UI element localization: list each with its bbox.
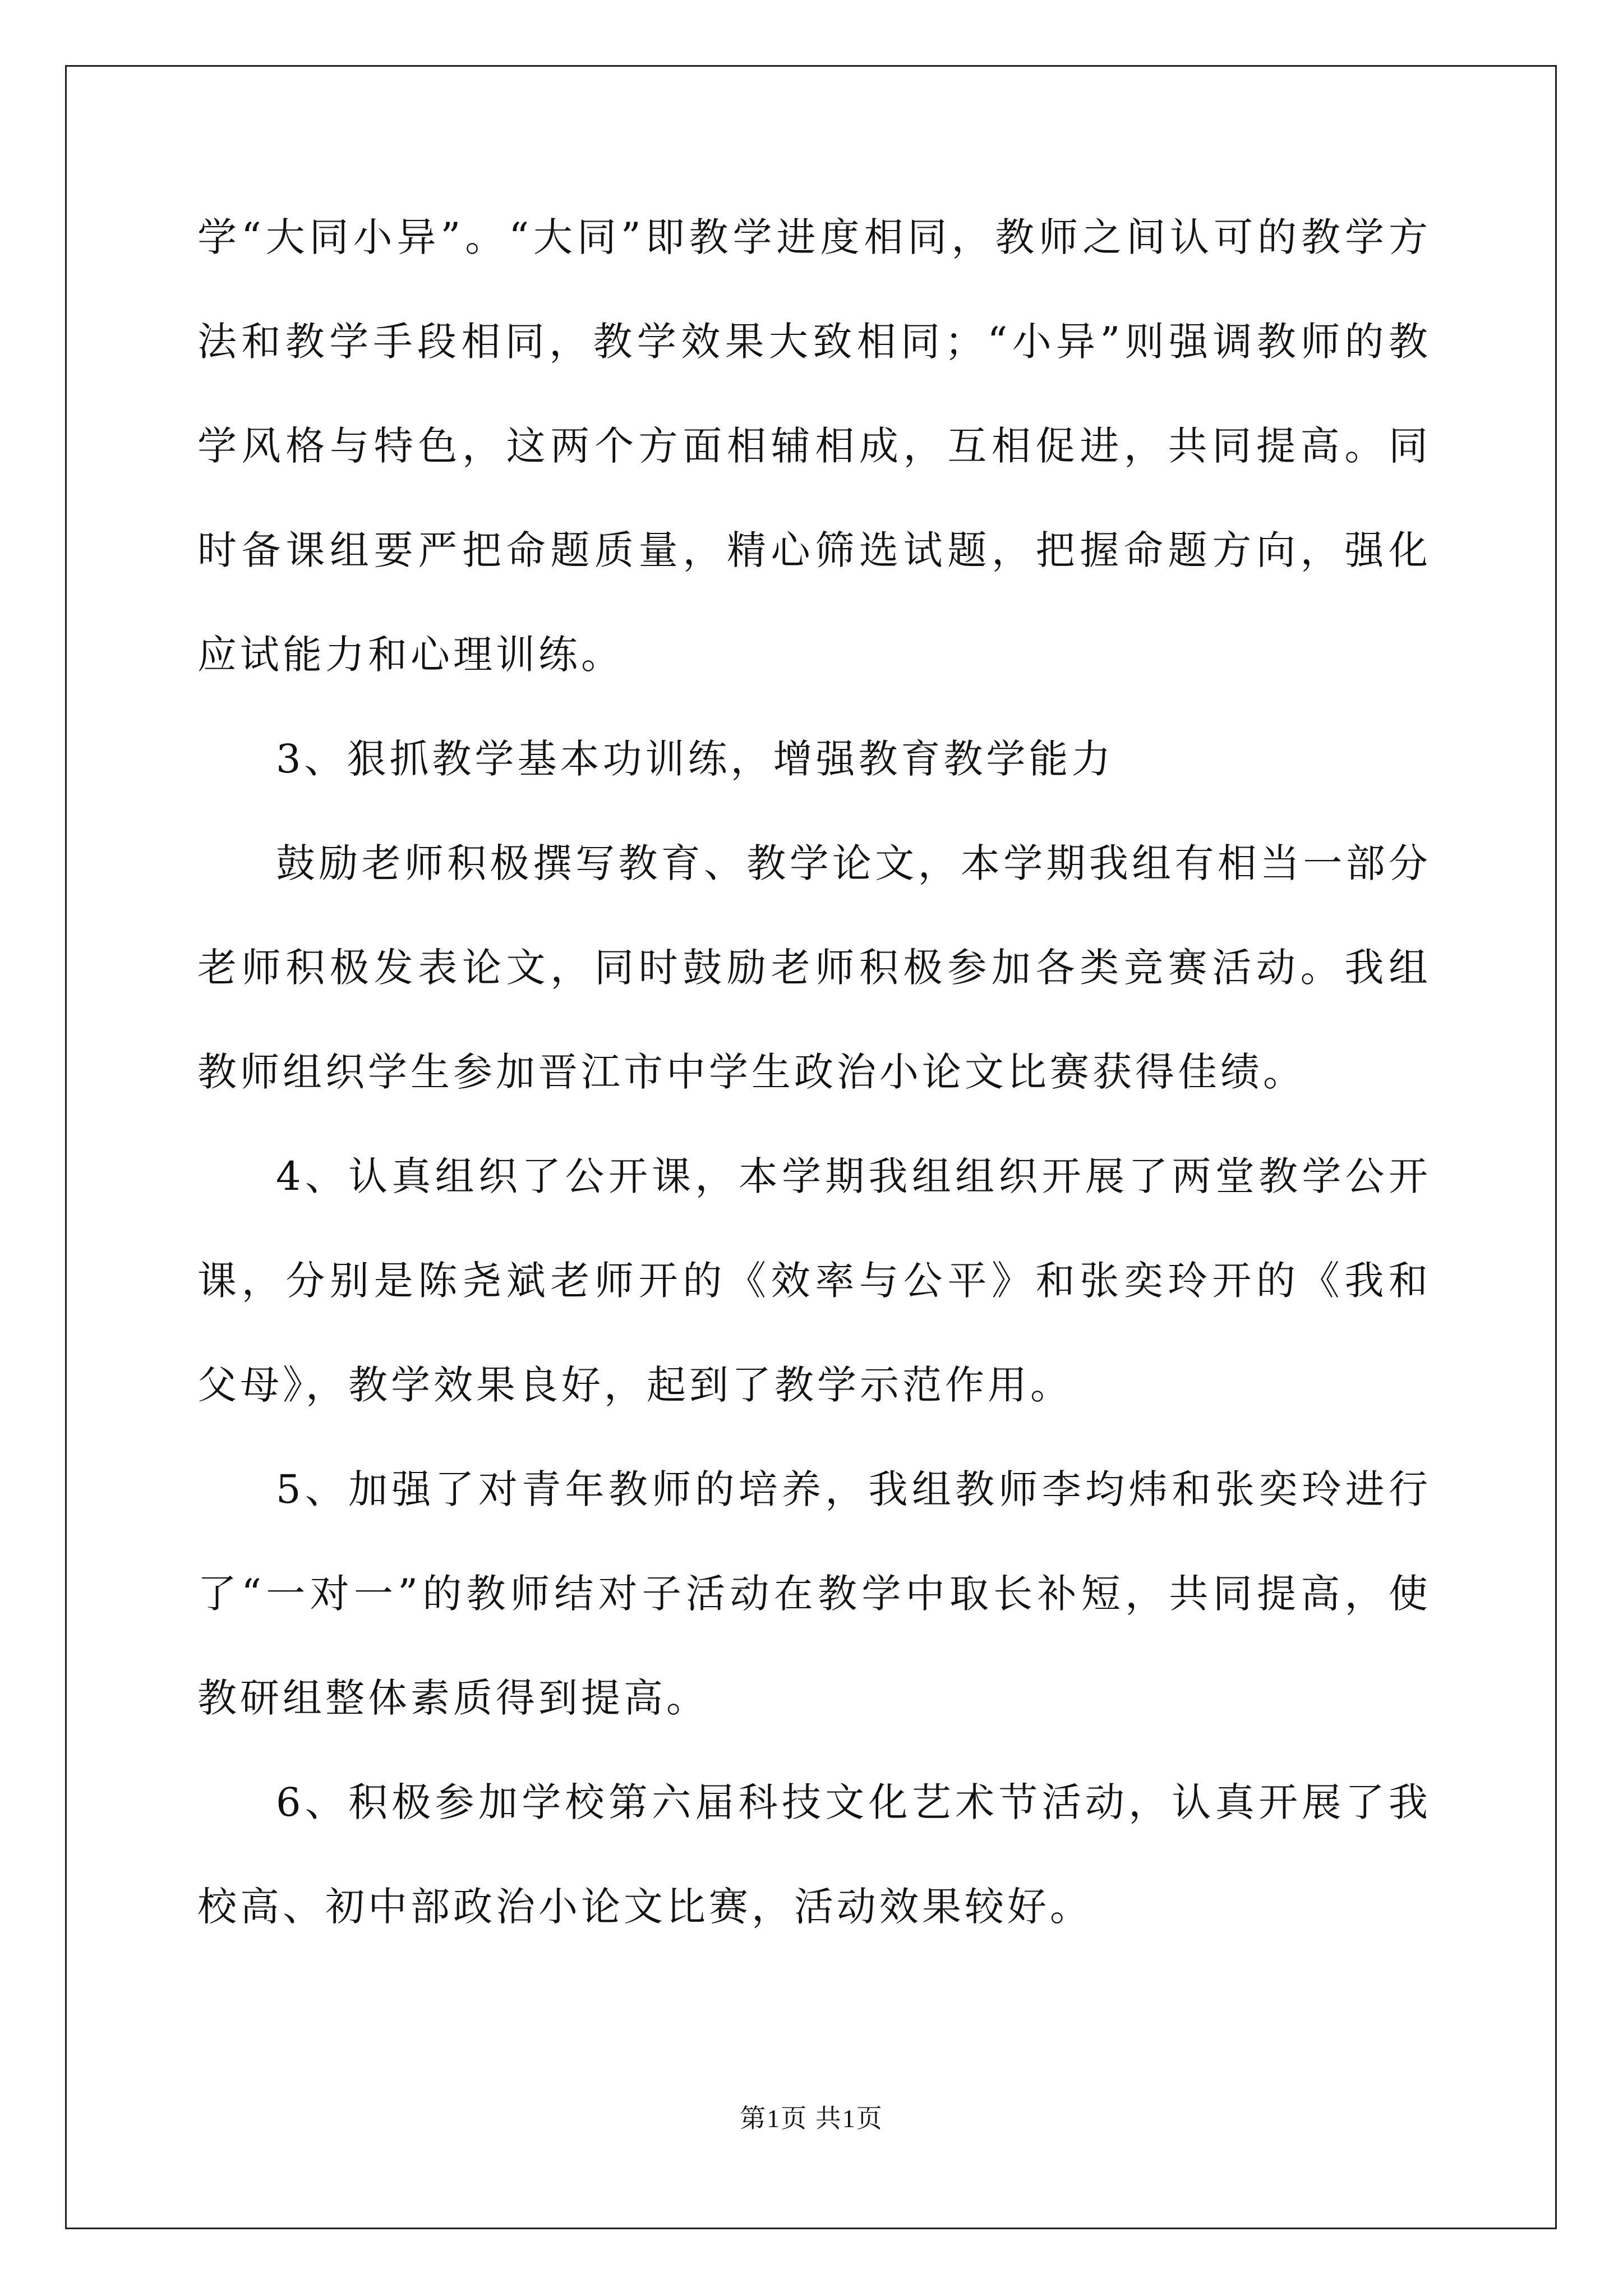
page-number-footer: 第1页 共1页 — [740, 2104, 883, 2133]
paragraph-papers: 鼓励老师积极撰写教育、教学论文，本学期我组有相当一部分老师积极发表论文，同时鼓励老师积极参加各类竞赛活动。我组教师组织学生参加晋江市中学生政治小论文比赛获得佳绩。 — [197, 840, 1431, 1095]
paragraph-arts-festival: 6、积极参加学校第六届科技文化艺术节活动，认真开展了我校高、初中部政治小论文比赛，活动效果较好。 — [197, 1779, 1431, 1930]
section-heading-3: 3、狠抓教学基本功训练，增强教育教学能力 — [276, 736, 1114, 782]
paragraph-young-teachers: 5、加强了对青年教师的培养，我组教师李均炜和张奕玲进行了“一对一”的教师结对子活动在教学中取长补短，共同提高，使教研组整体素质得到提高。 — [197, 1466, 1431, 1721]
paragraph-open-class: 4、认真组织了公开课，本学期我组组织开展了两堂教学公开课，分别是陈尧斌老师开的《效率与公平》和张奕玲开的《我和父母》，教学效果良好，起到了教学示范作用。 — [197, 1153, 1431, 1408]
document-body — [197, 185, 1431, 1959]
paragraph-continuation: 学“大同小异”。“大同”即教学进度相同，教师之间认可的教学方法和教学手段相同，教学效果大致相同；“小异”则强调教师的教学风格与特色，这两个方面相辅相成，互相促进，共同提高。同时备课组要严把命题质量，精心筛选试题，把握命题方向，强化应试能力和心理训练。 — [197, 214, 1431, 678]
